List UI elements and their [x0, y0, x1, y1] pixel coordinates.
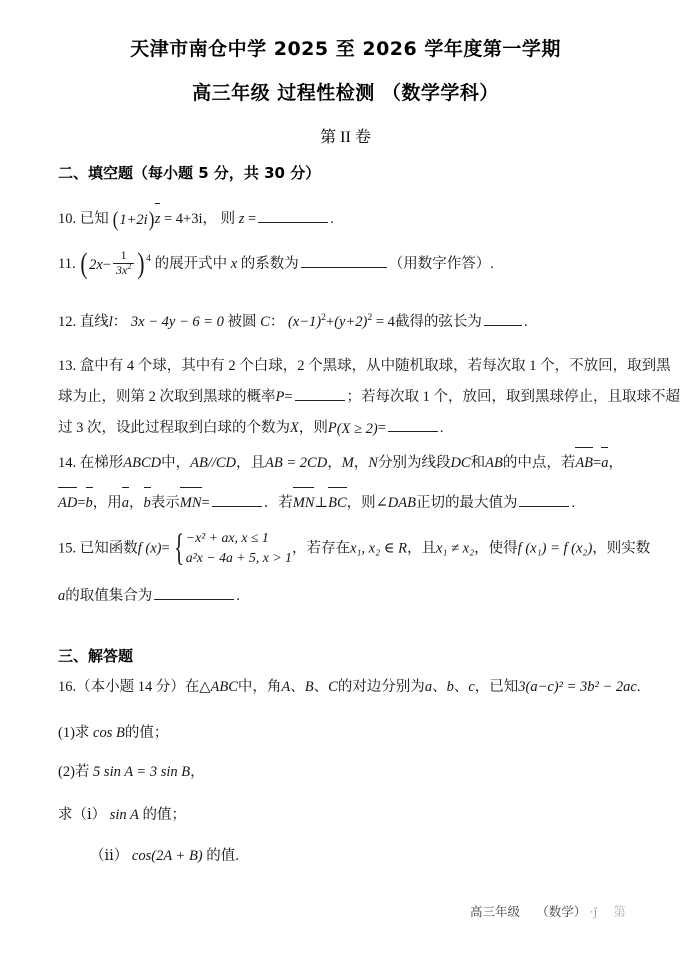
question-14-trapezoid-label: ABCD — [123, 455, 162, 471]
question-16-part-1 — [58, 718, 168, 748]
question-15-mid-a: ，若存在 — [291, 540, 350, 557]
question-16-angle-a: A — [281, 679, 291, 695]
question-16-stem-b: 中，角 — [237, 679, 282, 695]
question-10-equation: = 4+3i， — [163, 211, 217, 227]
question-16-part-2i-text-b: 的值； — [142, 807, 187, 823]
page-title-block — [0, 0, 691, 150]
question-14-vector-mn: MN — [180, 487, 202, 518]
question-15-lead: 已知函数 — [79, 540, 138, 557]
question-12-line-equation: 3x − 4y − 6 = 0 — [130, 314, 224, 330]
question-15-equals: = — [161, 540, 170, 557]
question-15-line-1 — [58, 526, 651, 569]
question-11-number: 11. — [58, 256, 76, 272]
question-16-delim-2: 、 — [313, 679, 329, 695]
question-10-then: 则 — [220, 211, 236, 227]
question-13-line-1 — [58, 351, 671, 381]
question-16-part-2 — [58, 757, 205, 787]
question-13-eq-2: = — [377, 420, 386, 436]
paren-right: ) — [137, 247, 145, 280]
question-14-text-i: 表示 — [150, 495, 180, 511]
question-14-text-k: ，则∠ — [346, 495, 388, 511]
question-16-stem — [58, 672, 640, 702]
paren-left: ( — [80, 247, 88, 280]
question-16-side-b: b — [446, 679, 454, 695]
question-16-stem-a: 在△ — [184, 679, 211, 695]
question-16-part-2-text-a: 若 — [74, 764, 90, 780]
question-12-exp-2: 2 — [367, 312, 373, 324]
question-14-seg-ab: AB — [485, 455, 503, 471]
question-14-text-b: 中， — [161, 455, 191, 471]
question-10-assign: = — [248, 211, 257, 227]
question-14-answer-blank-1[interactable] — [212, 492, 262, 507]
question-14-vector-mn-2: MN — [293, 487, 315, 518]
question-14-text-d: ， — [327, 455, 342, 471]
question-10-answer-blank[interactable] — [258, 208, 328, 223]
question-16-part-2ii-math: cos(2A + B) — [131, 848, 203, 864]
question-14-comma-2: ， — [129, 495, 144, 511]
question-16-part-2ii-label: （ⅱ） — [90, 848, 129, 864]
question-12-answer-blank[interactable] — [484, 311, 522, 326]
page-title-line-1: 天津市南仓中学 2025 至 2026 学年度第一学期 — [130, 38, 561, 60]
question-14-assign-1: = — [593, 455, 602, 471]
footer-subject: （数学） — [536, 905, 587, 919]
question-16-part-2-text-b: ， — [190, 764, 205, 780]
question-12-period: . — [523, 314, 528, 330]
question-14-perp-symbol: ⊥ — [314, 495, 329, 511]
question-14-vector-a-2: a — [122, 487, 129, 518]
footer-page-number-faint: ·ǰ — [589, 905, 598, 919]
question-14-seg-dc: DC — [450, 455, 471, 471]
question-14-vector-b-2: b — [144, 487, 151, 518]
question-13-condition — [337, 414, 378, 444]
question-13-line-2 — [58, 382, 680, 412]
question-12-plus: + — [326, 314, 335, 330]
question-15-mid-c: ，使得 — [474, 540, 518, 557]
footer-page-marker: 第 — [613, 905, 626, 919]
question-11-fraction — [113, 249, 134, 277]
question-16-part-2-label: (2) — [58, 764, 75, 780]
brace-left: { — [173, 526, 184, 569]
section-heading-solve: 三、解答题 — [58, 647, 134, 665]
question-16-side-c: c — [468, 679, 475, 695]
question-14-text-e: 分别为线段 — [377, 455, 451, 471]
question-14-text-c: ，且 — [236, 455, 266, 471]
question-15-function-equality: f (x₁) = f (x₂) — [517, 540, 593, 557]
question-15-piecewise — [170, 528, 292, 568]
piecewise-rows — [186, 528, 292, 568]
question-12-circle-rhs: = 4 — [375, 314, 395, 330]
question-16-part-1-text-a: 求 — [74, 725, 90, 741]
question-12-text-a: 直线 — [79, 314, 109, 330]
question-10-prefix: 已知 — [79, 211, 109, 227]
question-12-circle-term-1: (x−1) — [287, 314, 322, 330]
question-14-text-l: 正切的最大值为 — [415, 495, 518, 511]
question-14-line-1 — [58, 447, 623, 478]
question-16-stem-d: ，已知 — [474, 679, 519, 695]
question-16-part-2i — [58, 800, 186, 830]
question-11-power: 4 — [146, 253, 151, 265]
question-15-period: . — [236, 588, 240, 604]
question-16-points: （本小题 14 分） — [76, 679, 185, 695]
question-13-random-variable: X — [290, 420, 299, 436]
question-14-line-1-end: ， — [608, 455, 623, 471]
question-14-vector-a: a — [601, 447, 608, 478]
question-12-number: 12. — [58, 314, 77, 330]
paren-left: ( — [113, 207, 119, 232]
question-16-side-a: a — [424, 679, 433, 695]
question-16-angle-c: C — [328, 679, 338, 695]
question-10-paren-group — [112, 205, 154, 235]
question-10-expr-body: 1+2i — [119, 211, 148, 228]
question-15-answer-blank[interactable] — [154, 585, 234, 600]
question-12-colon-b: ： — [269, 314, 285, 330]
question-11 — [58, 249, 494, 280]
question-14-comma-1: ， — [353, 455, 369, 471]
question-12-line-label: l — [108, 314, 113, 330]
question-12-circle-term-2: (y+2) — [334, 314, 368, 330]
footer-grade: 高三年级 — [470, 905, 521, 919]
question-15-line-2 — [58, 581, 240, 611]
question-15-function-symbol: f (x) — [137, 540, 162, 557]
question-10 — [58, 203, 334, 235]
question-16-part-2i-label: 求（ⅰ） — [58, 807, 107, 823]
question-16-given-equation: 3(a−c)² = 3b² − 2ac — [518, 679, 637, 695]
question-15-neq-cond: x₁ ≠ x₂ — [436, 540, 475, 557]
fraction-denominator-base: 3x — [116, 262, 128, 277]
paren-right: ) — [148, 207, 155, 232]
question-12-tail: 截得的弦长为 — [394, 314, 482, 330]
question-12-text-b: 被圆 — [227, 314, 257, 330]
question-13-eq-1: = — [284, 389, 293, 405]
page-title-line-2: 高三年级 过程性检测 （数学学科） — [192, 82, 499, 104]
question-16-stem-c: 的对边分别为 — [337, 679, 425, 695]
question-15-number: 15. — [58, 540, 77, 557]
question-11-base-left: 2x — [89, 256, 103, 273]
piecewise-case-1: −x² + ax, x ≤ 1 — [185, 530, 269, 546]
question-13-text-line-3mid: ，则 — [298, 420, 328, 436]
question-11-minus: − — [102, 256, 111, 273]
question-16-delim-3: 、 — [432, 679, 447, 695]
fraction-denominator-exponent: 2 — [127, 261, 132, 271]
question-11-binomial-group — [79, 247, 151, 280]
question-14-assign-3: = — [201, 495, 210, 511]
question-16-triangle-label: ABC — [210, 679, 238, 695]
question-13-condition-text: (X ≥ 2) — [336, 420, 378, 437]
question-12 — [58, 307, 528, 337]
question-11-note: （用数字作答）. — [388, 256, 494, 272]
question-14-text-a: 在梯形 — [79, 455, 124, 471]
fraction-denominator — [113, 261, 134, 277]
question-14-vector-bc: BC — [328, 487, 347, 518]
question-14-angle-dab: DAB — [387, 495, 416, 511]
question-13-number: 13. — [58, 358, 77, 374]
question-12-colon-a: ： — [112, 314, 128, 330]
question-13-answer-blank-1[interactable] — [295, 386, 345, 401]
question-11-mid-text: 的展开式中 — [154, 256, 228, 272]
question-12-exp-1: 2 — [321, 312, 326, 324]
question-13-text-line-2a: 球为止，则第 2 次取到黑球的概率 — [58, 389, 276, 405]
question-10-period: . — [330, 211, 334, 227]
question-14-assign-2: = — [77, 495, 86, 511]
page-footer — [470, 902, 626, 920]
question-12-circle-label: C — [260, 314, 270, 330]
question-14-length-cond: AB = 2CD — [265, 455, 328, 471]
question-14-line-2 — [58, 487, 575, 518]
piecewise-case-2: a²x − 4a + 5, x > 1 — [185, 550, 292, 566]
question-13-period: . — [439, 420, 444, 436]
question-14-period: . — [571, 495, 576, 511]
question-14-point-n: N — [368, 455, 378, 471]
question-14-answer-blank-2[interactable] — [519, 492, 569, 507]
question-16-part-2ii-text-b: 的值. — [206, 848, 239, 864]
question-13-probability-symbol-2: P — [327, 420, 337, 436]
question-14-text-f: 和 — [470, 455, 486, 471]
question-15-mid-b: ，且 — [407, 540, 436, 557]
question-16-number: 16. — [58, 679, 77, 695]
question-10-unknown: z — [238, 211, 245, 227]
question-14-vector-b: b — [86, 487, 93, 518]
question-16-part-2i-math: sin A — [109, 807, 139, 823]
question-16-angle-b: B — [304, 679, 314, 695]
question-13-probability-symbol: P — [275, 389, 285, 405]
question-15-param-a: a — [58, 588, 66, 604]
question-13-text-line-1: 盒中有 4 个球，其中有 2 个白球，2 个黑球，从中随机取球，若每次取 1 个，不放回，取到黑 — [79, 358, 671, 374]
section-heading-fill-in-blank: 二、填空题（每小题 5 分，共 30 分） — [58, 164, 321, 182]
question-16-part-1-math: cos B — [93, 725, 125, 741]
question-14-text-g: 的中点，若 — [502, 455, 576, 471]
question-11-variable: x — [230, 256, 238, 272]
question-15-mid-d: ，则实数 — [592, 540, 651, 557]
question-16-delim-4: 、 — [453, 679, 469, 695]
question-14-vector-ad: AD — [58, 487, 77, 518]
fraction-numerator: 1 — [113, 249, 134, 263]
question-11-answer-blank[interactable] — [301, 253, 387, 268]
question-10-number: 10. — [58, 211, 77, 227]
question-11-tail-text: 的系数为 — [240, 256, 299, 272]
question-13-line-3 — [58, 413, 444, 444]
question-13-answer-blank-2[interactable] — [388, 417, 438, 432]
question-16-part-2-math: 5 sin A = 3 sin B — [93, 764, 191, 780]
question-14-point-m: M — [341, 455, 354, 471]
question-14-text-h: ，用 — [92, 495, 122, 511]
question-16-part-1-label: (1) — [58, 725, 75, 741]
question-16-part-1-text-b: 的值； — [124, 725, 169, 741]
question-15-text-tail: 的取值集合为 — [65, 588, 153, 604]
question-16-delim-1: 、 — [290, 679, 305, 695]
question-13-text-line-2b: ；若每次取 1 个，放回，取到黑球停止，且取球不超 — [346, 389, 681, 405]
question-15-x1x2-domain: x₁, x₂ ∈ R — [349, 540, 407, 557]
question-14-parallel-cond: AB//CD — [190, 455, 237, 471]
question-14-number: 14. — [58, 455, 77, 471]
question-14-text-j: ．若 — [263, 495, 293, 511]
question-14-vector-ab: AB — [575, 447, 593, 478]
question-16-stem-period: . — [636, 679, 641, 695]
question-10-conjugate-z: z — [155, 203, 161, 234]
question-16-part-2ii — [90, 841, 239, 871]
paper-part-subtitle: 第 II 卷 — [320, 129, 371, 146]
question-13-text-line-3a: 过 3 次，设此过程取到白球的个数为 — [58, 420, 290, 436]
